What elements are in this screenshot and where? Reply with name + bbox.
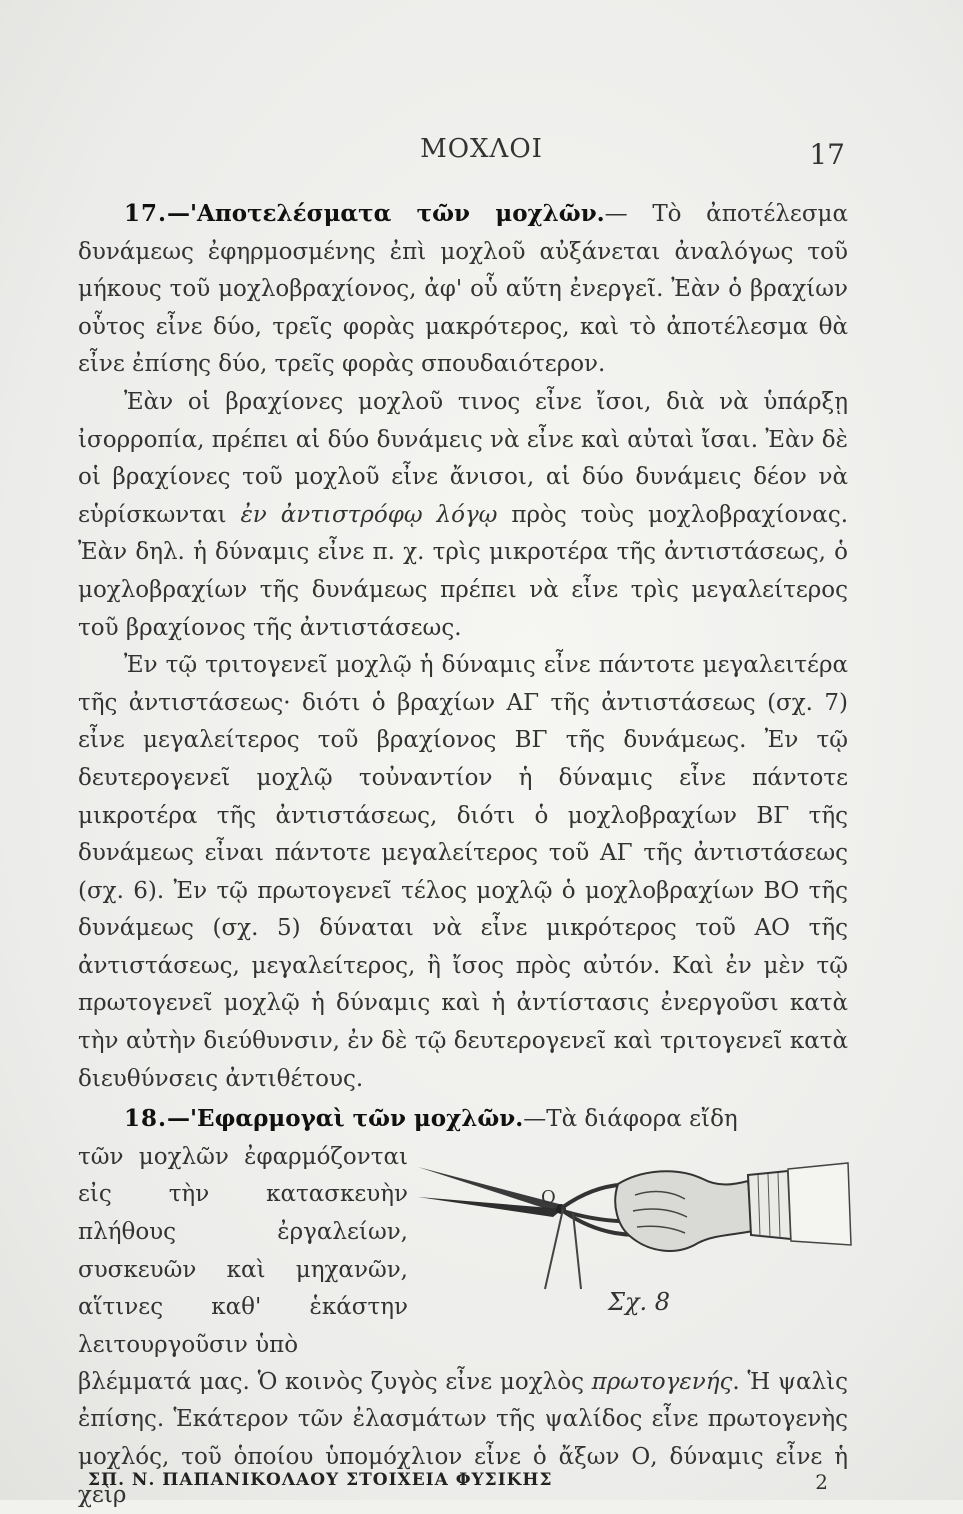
page-number: 17 bbox=[809, 138, 845, 171]
running-head bbox=[0, 134, 963, 174]
section-18-heading-line bbox=[78, 1100, 848, 1139]
section-18-side-text: τῶν μοχλῶν ἐφαρμόζονται εἰς τὴν κατασκευὴν πλήθους ἐργαλείων, συσκευῶν καὶ μηχανῶν, αἵτινες καθ' ἑκάστην λειτουργοῦσιν ὑπὸ bbox=[78, 1143, 408, 1358]
section-17-number: 17. bbox=[124, 200, 168, 227]
left-leg bbox=[545, 1209, 563, 1289]
section-18-heading bbox=[124, 1105, 523, 1132]
section-18-lead: —Τὰ διάφορα εἴδη bbox=[523, 1106, 738, 1133]
section-17-text-2-italic: ἐν ἀντιστρόφῳ λόγῳ bbox=[240, 501, 498, 528]
scissors-hand-illustration bbox=[413, 1139, 853, 1364]
figure-8-block bbox=[78, 1139, 848, 1364]
section-18-number: 18. bbox=[124, 1105, 168, 1133]
section-17-title: —'Αποτελέσματα τῶν μοχλῶν. bbox=[167, 200, 605, 227]
right-leg bbox=[573, 1213, 581, 1289]
footer bbox=[88, 1470, 848, 1496]
section-17-paragraph-3: Ἐν τῷ τριτογενεῖ μοχλῷ ἡ δύναμις εἶνε πάντοτε μεγαλειτέρα τῆς ἀντιστάσεως· διότι ὁ βραχίων ΑΓ τῆς ἀντιστάσεως (σχ. 7) εἶνε μεγαλείτερος τοῦ βραχίονος ΒΓ τῆς δυνάμεως. Ἐν τῷ δευτερογενεῖ μοχλῷ τοὐναντίον ἡ δύναμις εἶνε πάντοτε μικροτέρα τῆς ἀντιστάσεως, διότι ὁ μοχλοβραχίων ΒΓ τῆς δυνάμεως εἶναι πάντοτε μεγαλείτερος τοῦ ΑΓ τῆς ἀντιστάσεως (σχ. 6). Ἐν τῷ πρωτογενεῖ τέλος μοχλῷ ὁ μοχλοβραχίων ΒΟ τῆς δυνάμεως (σχ. 5) δύναται νὰ εἶνε μικρότερος τοῦ ΑΟ τῆς ἀντιστάσεως, μεγαλείτερος, ἢ ἴσος πρὸς αὐτόν. Καὶ ἐν μὲν τῷ πρωτογενεῖ μοχλῷ ἡ δύναμις καὶ ἡ ἀντίστασις ἐνεργοῦσι κατὰ τὴν αὐτὴν διεύθυνσιν, ἐν δὲ τῷ δευτερογενεῖ καὶ τριτογενεῖ κατὰ διευθύνσεις ἀντιθέτους. bbox=[78, 652, 848, 1092]
section-17-text-2a: Ἐὰν οἱ βραχίονες μοχλοῦ τινος εἶνε ἴσοι, διὰ νὰ ὑπάρξῃ ἰσορροπία, πρέπει αἱ δύο δυνάμεις νὰ εἶνε καὶ αὐταὶ ἴσαι. Ἐὰν δὲ οἱ βραχίονες τοῦ μοχλοῦ εἶνε ἄνισοι, αἱ δύο δυνάμεις δέον νὰ εὑρίσκωνται bbox=[78, 388, 848, 528]
figure-caption: Σχ. 8 bbox=[608, 1287, 671, 1316]
section-18-text-a: βλέμματά μας. Ὁ κοινὸς ζυγὸς εἶνε μοχλὸς bbox=[78, 1368, 584, 1395]
footer-signature: ΣΠ. Ν. ΠΑΠΑΝΙΚΟΛΑΟΥ ΣΤΟΙΧΕΙΑ ΦΥΣΙΚΗΣ bbox=[88, 1470, 553, 1490]
running-title: ΜΟΧΛΟΙ bbox=[420, 134, 543, 164]
body-text bbox=[78, 195, 848, 1514]
section-17-heading bbox=[124, 200, 605, 227]
section-18-text-b: . Ἡ ψαλὶς ἐπίσης. Ἑκάτερον τῶν ἐλασμάτων τῆς ψαλίδος εἶνε πρωτογενὴς μοχλός, τοῦ ὁποίου ὑπομόχλιον εἶνε ὁ ἄξων Ο, δύναμις εἶνε ἡ χεὶρ bbox=[78, 1368, 848, 1508]
section-17-paragraph bbox=[78, 195, 848, 384]
figure-8-scissors bbox=[413, 1139, 853, 1364]
section-18-text-italic: πρωτογενής bbox=[591, 1368, 733, 1395]
sleeve bbox=[788, 1163, 851, 1245]
sheet-mark: 2 bbox=[815, 1470, 828, 1494]
section-18-title: —'Εφαρμογαὶ τῶν μοχλῶν. bbox=[167, 1105, 524, 1133]
section-17-paragraph-2 bbox=[78, 384, 848, 647]
section-17-text-2b: πρὸς τοὺς μοχλοβραχίονας. Ἐὰν δηλ. ἡ δύναμις εἶνε π. χ. τρὶς μικροτέρα τῆς ἀντιστάσεως, ὁ μοχλοβραχίων τῆς δυνάμεως πρέπει νὰ εἶνε τρὶς μεγαλείτερος τοῦ βραχίονος τῆς ἀντιστάσεως. bbox=[78, 501, 849, 641]
figure-label-o: O bbox=[541, 1186, 556, 1208]
section-17-text-1: — Τὸ ἀποτέλεσμα δυνάμεως ἐφηρμοσμένης ἐπὶ μοχλοῦ αὐξάνεται ἀναλόγως τοῦ μήκους τοῦ μοχλοβραχίονος, ἀφ' οὗ αὕτη ἐνεργεῖ. Ἐὰν ὁ βραχίων οὗτος εἶνε δύο, τρεῖς φορὰς μακρότερος, καὶ τὸ ἀποτέλεσμα θὰ εἶνε ἐπίσης δύο, τρεῖς φορὰς σπουδαιότερον. bbox=[78, 201, 848, 378]
